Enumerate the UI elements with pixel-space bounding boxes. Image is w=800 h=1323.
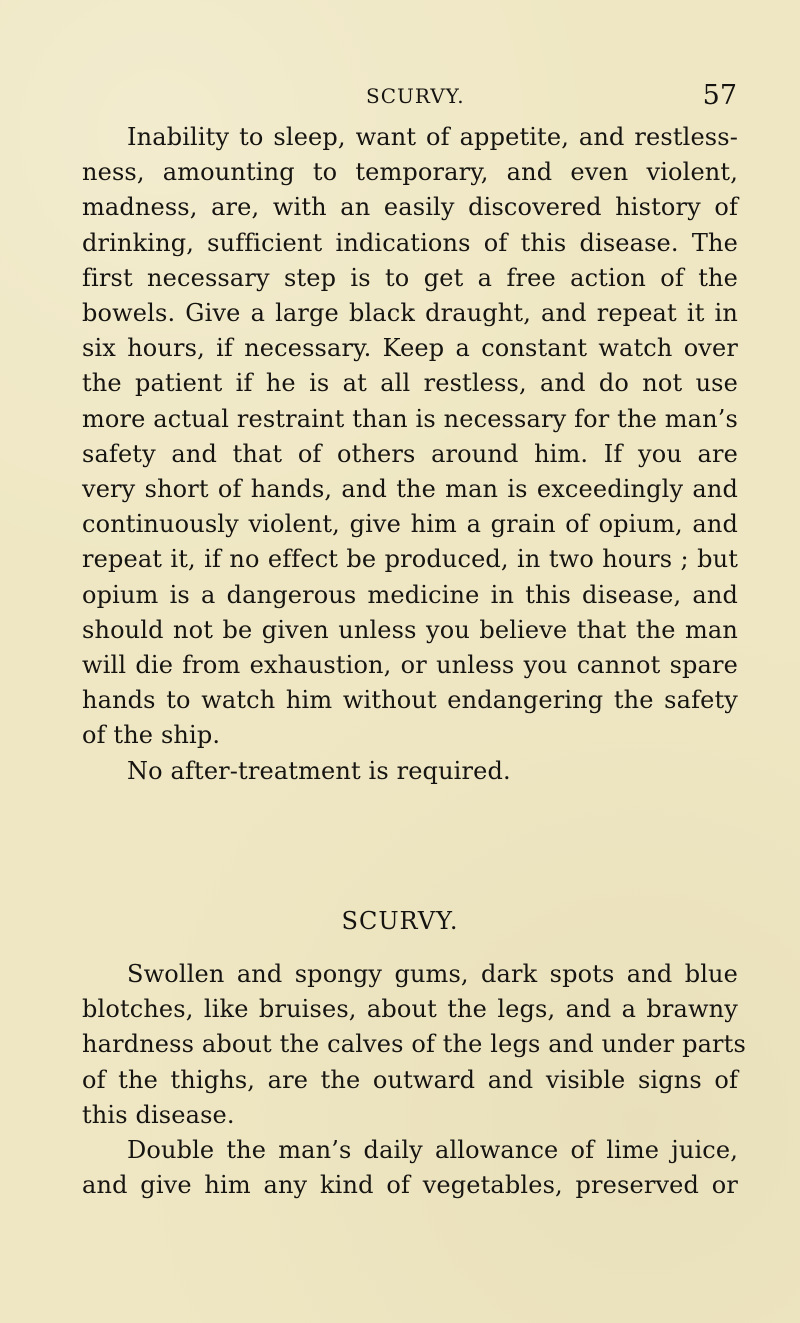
text-line: of the ship. [82,721,221,750]
text-line: very short of hands, and the man is exceedingly and [82,475,738,504]
text-line: the patient if he is at all restless, and do not use [82,369,738,398]
page-number: 57 [702,80,737,111]
text-line: hands to watch him without endangering the safety [82,686,738,715]
running-head: SCURVY. [366,84,465,108]
text-line: ness, amounting to temporary, and even violent, [82,158,738,187]
text-line: repeat it, if no effect be produced, in two hours ; but [82,545,738,574]
after-treatment-line: No after-treatment is required. [127,756,511,785]
scurvy-text [82,957,746,1203]
text-line: madness, are, with an easily discovered history of [82,193,738,222]
text-line: should not be given unless you believe that the man [82,615,738,644]
text-line: six hours, if necessary. Keep a constant watch over [82,334,738,363]
text-line: bowels. Give a large black draught, and repeat it in [82,299,738,328]
text-line: more actual restraint than is necessary for the man’s [82,404,738,433]
text-line: Double the man’s daily allowance of lime juice, [127,1136,738,1165]
text-line: opium is a dangerous medicine in this disease, and [82,580,738,609]
text-line: of the thighs, are the outward and visible signs of [82,1065,738,1094]
text-line: Inability to sleep, want of appetite, and restless- [127,123,738,151]
text-line: hardness about the calves of the legs and under parts [82,1030,746,1059]
text-line: this disease. [82,1100,235,1129]
text-line: will die from exhaustion, or unless you cannot spare [82,651,738,680]
section-title: SCURVY. [341,907,459,935]
text-line: drinking, sufficient indications of this disease. The [82,228,738,257]
text-line: safety and that of others around him. If you are [82,439,738,468]
text-line: continuously violent, give him a grain of opium, and [82,510,738,539]
page-header [0,82,800,110]
text-line: blotches, like bruises, about the legs, and a brawny [82,995,738,1024]
drinking-treatment-text [82,120,738,789]
text-line: first necessary step is to get a free action of the [82,263,738,292]
text-line: Swollen and spongy gums, dark spots and blue [127,960,738,988]
text-line: and give him any kind of vegetables, preserved or [82,1171,738,1200]
